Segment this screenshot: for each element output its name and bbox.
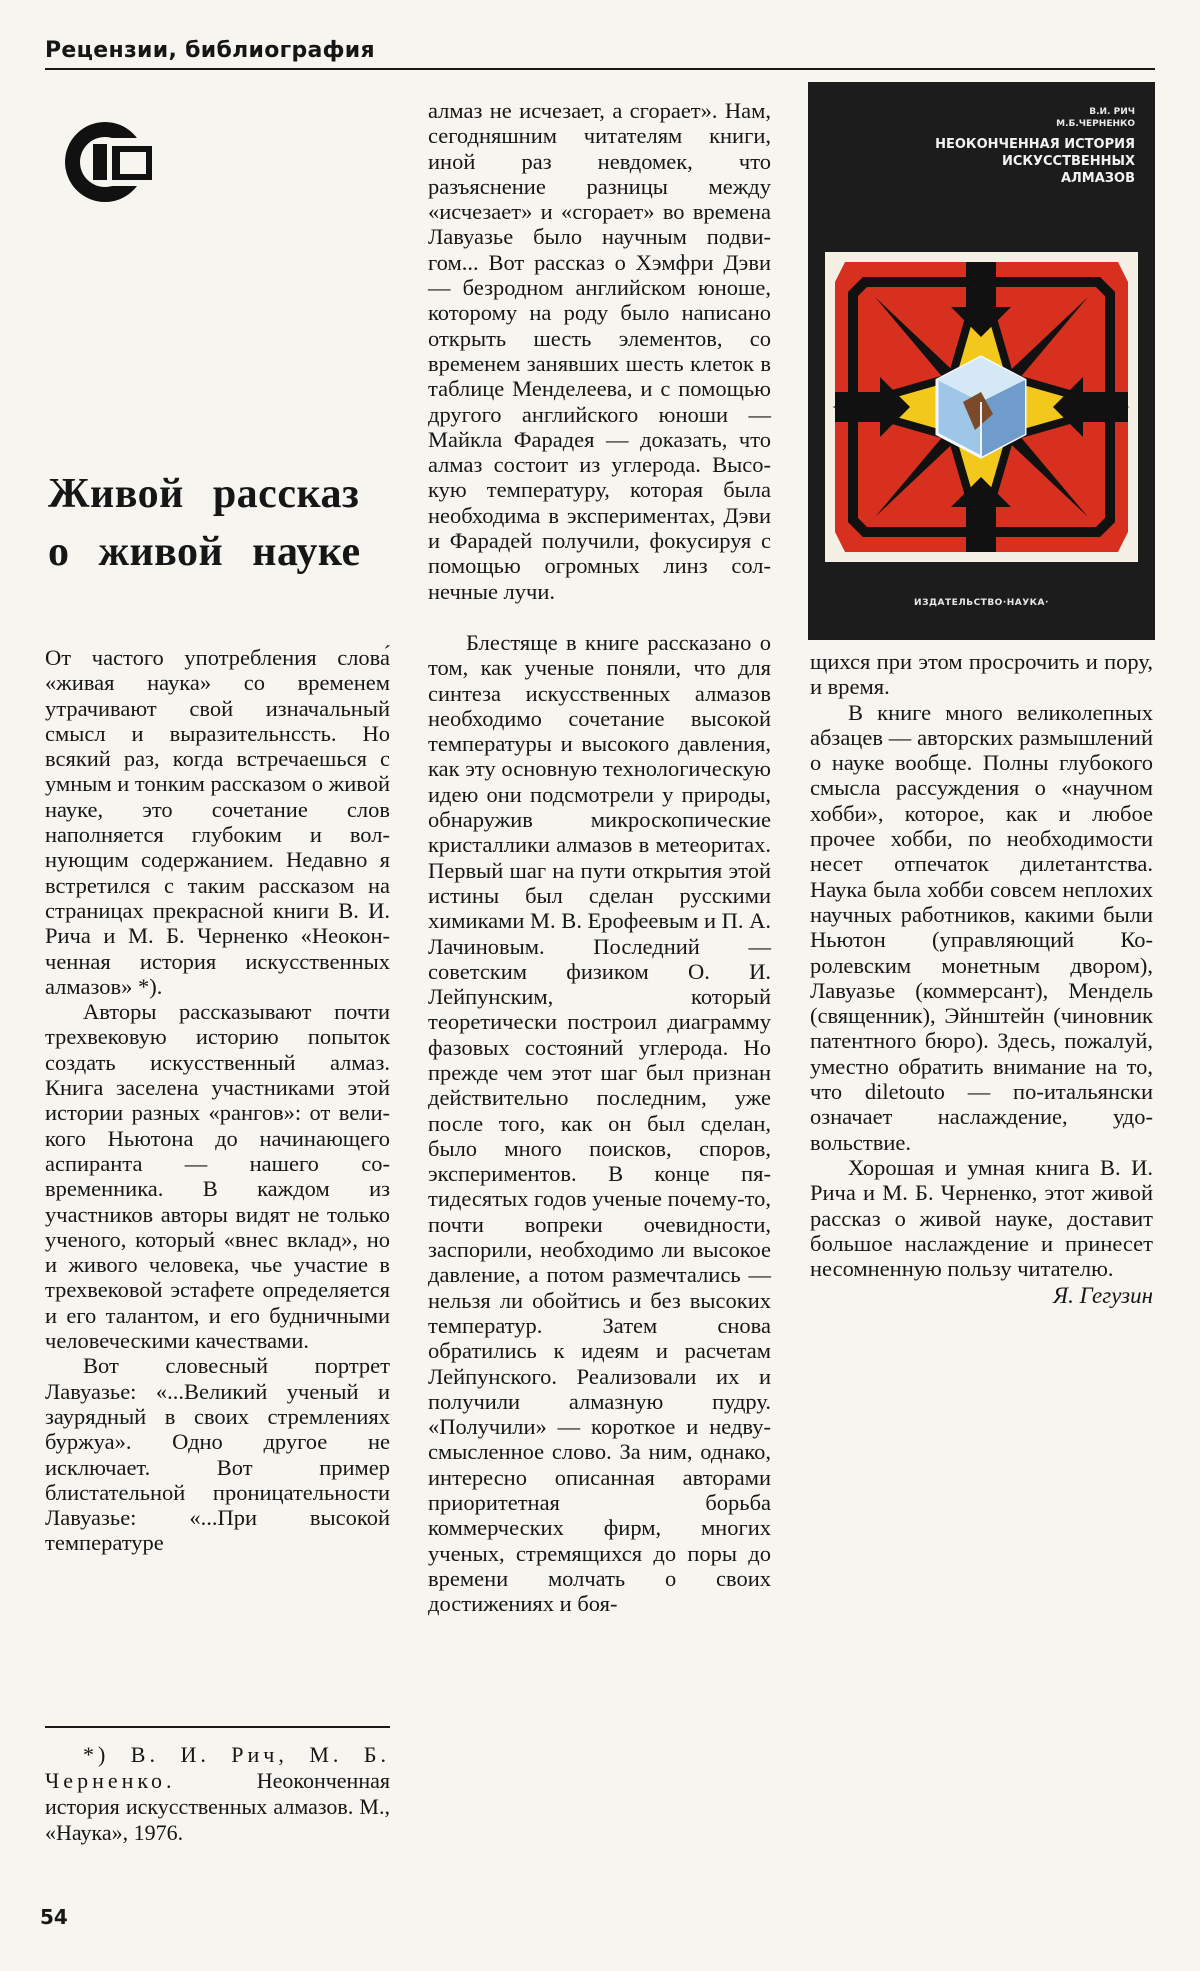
cover-publisher: ИЗДАТЕЛЬСТВО·НАУКА· [914, 598, 1049, 608]
cover-title [875, 136, 1135, 187]
cover-illustration [825, 252, 1138, 562]
section-header: Рецензии, библиография [45, 38, 375, 63]
footnote-rule [45, 1726, 390, 1728]
title-line-1: Живой рассказ [48, 471, 360, 517]
footnote [45, 1742, 390, 1846]
title-line-2: о живой науке [48, 529, 361, 575]
article-title [48, 465, 378, 581]
column-2 [428, 98, 771, 1617]
cover-title-line: АЛМАЗОВ [1060, 171, 1135, 186]
column-1 [45, 645, 390, 1556]
column-3 [810, 649, 1153, 1309]
book-cover [808, 82, 1155, 640]
cover-title-line: ИСКУССТВЕННЫХ [1001, 154, 1135, 169]
paragraph: Блестяще в книге рассказано о том, как ученые поняли, что для синтеза искусственных алмазов необходимо сочетание высокой температуры и высокого давления, как эту основную технологическую идею они подсмотрели у природы, обнаружив микроскопические кристаллики алмазов в метеоритах. Первый шаг на пути открытия этой истины был сделан русскими химиками М. В. Ерофеевым и П. А. Лачиновым. Последний — советским физиком О. И. Лейпунским, который теоретически построил диаграмму фазовых состояний углерода. Но прежде чем этот шаг был признан действительно последним, уже после того, как он был сделан, было много поисков, споров, экспериментов. В конце пятидесятых годов ученые почему-то, почти вопреки очевидности, заспорили, необходимо ли высокое давление, а потом размечтались — нельзя ли обойтись и без высоких температур. Затем снова обратились к идеям и расчетам Лейпунского. Реализовали их и получили алмазную пудру. «Получили» — короткое и недвусмысленное слово. За ним, однако, интересно описанная авторами приоритетная борьба коммерческих фирм, многих ученых, стремящихся до поры до времени молчать о своих достижениях и боя- [428, 629, 772, 1617]
header-rule [45, 68, 1155, 70]
footnote-authors: *) В. И. Рич, М. Б. Черненко. [45, 1742, 390, 1793]
cover-title-line: НЕОКОНЧЕННАЯ ИСТОРИЯ [935, 137, 1135, 152]
paragraph: алмаз не исчезает, а сгорает». Нам, сегодняшним читателям книги, иной раз невдомек, что разъяснение разницы между «исчезает» и «сгорает» во времена Лавуазье было научным подвигом... Вот рассказ о Хэмфри Дэви — безродном английском юноше, которому на роду было написано открыть шесть элементов, со временем занявших шесть клеток в таблице Менделеева, и с помощью другого английского юноши — Майкла Фарадея — доказать, что алмаз состоит из углерода. Высокую температуру, которая была необходима в экспериментах, Дэви и Фарадей получили, фокусируя с помощью огромных линз солнечные лучи. [428, 98, 771, 604]
paragraph: В книге много великолепных абзацев — авторских размышлений о науке вообще. Полны глубокого смысла рассуждения о «научном хобби», которое, как и любое прочее хобби, по необходимости несет отпечаток дилетантства. Наука была хобби совсем неплохих научных работников, какими были Ньютон (управляющий Королевским монетным двором), Лавуазье (коммерсант), Мендель (священник), Эйнштейн (чиновник патентного бюро). Здесь, пожалуй, уместно обратить внимание на то, что diletouto — по-итальянски означает наслаждение, удовольствие. [810, 699, 1153, 1155]
review-signature: Я. Гегузин [1053, 1283, 1153, 1309]
paragraph: От частого употребления слова́ «живая наука» со временем утрачивают свой изначальный смысл и выразительнсcть. Но всякий раз, когда встречаешься с умным и тонким рассказом о живой науке, это сочетание слов наполняется глубоким и волнующим содержанием. Недавно я встретился с таким рассказом на страницах прекрасной книги В. И. Рича и М. Б. Черненко «Неоконченная история искусственных алмазов» *). [45, 645, 390, 999]
paragraph: щихся при этом просрочить и пору, и время. [810, 649, 1153, 700]
cover-authors [1056, 106, 1135, 130]
paragraph: Авторы рассказывают почти трехвековую историю попыток создать искусственный алмаз. Книга заселена участниками этой истории разных «рангов»: от великого Ньютона до начинающего аспиранта — нашего современника. В каждом из участников авторы видят не только ученого, который «внес вклад», но и живого человека, чье участие в трехвековой эстафете определяется и его талантом, и его будничными человеческими качествами. [45, 999, 390, 1354]
footnote-text: Неоконченная история искусственных алмазов. М., «Наука», 1976. [45, 1768, 390, 1845]
cover-author: В.И. РИЧ [1089, 107, 1135, 117]
section-logo-icon [60, 110, 160, 210]
cover-author: М.Б.ЧЕРНЕНКО [1056, 119, 1135, 129]
page-number: 54 [40, 1905, 68, 1929]
paragraph: Вот словесный портрет Лавуазье: «...Великий ученый и заурядный в своих стремлениях буржуа». Одно другое не исключает. Вот пример блистательной проницательности Лавуазье: «...При высокой температуре [45, 1353, 390, 1556]
paragraph: Хорошая и умная книга В. И. Рича и М. Б. Черненко, этот живой рассказ о живой науке, доставит большое наслаждение и принесет несомненную пользу читателю. [810, 1154, 1153, 1282]
